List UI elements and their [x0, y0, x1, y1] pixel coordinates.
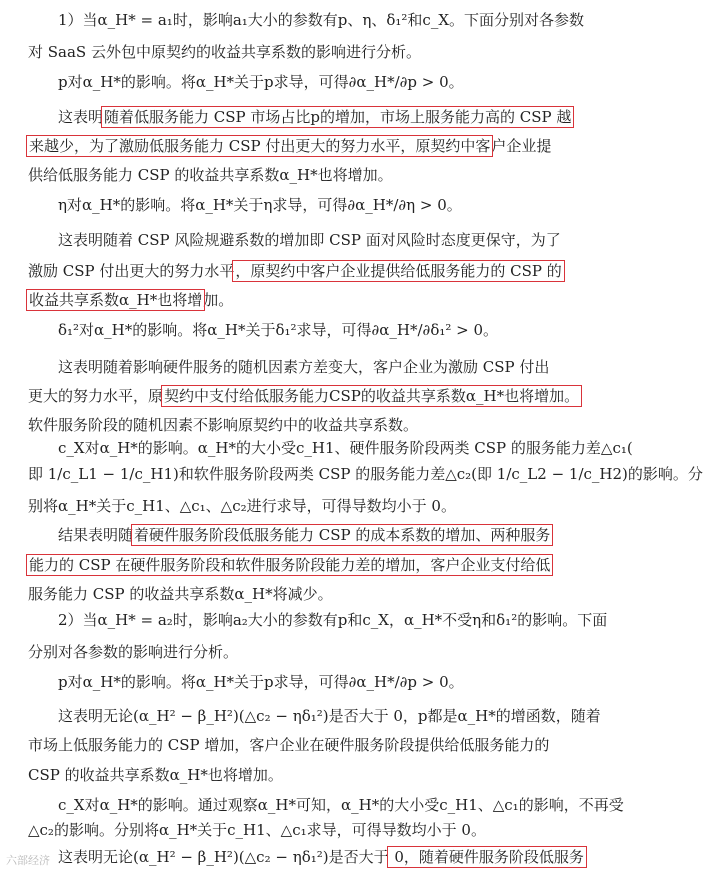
- text-line: 收益共享系数α_H*也将增加。: [29, 291, 234, 309]
- text-line: 对 SaaS 云外包中原契约的收益共享系数的影响进行分析。: [28, 43, 421, 61]
- highlight-box: 契约中支付给低服务能力CSP的收益共享系数α_H*也将增加。: [164, 387, 580, 405]
- text-line: 1）当α_H* = a₁时，影响a₁大小的参数有p、η、δ₁²和c_X。下面分别对各参数: [58, 11, 584, 29]
- highlight-box: 收益共享系数α_H*也将增: [29, 291, 203, 309]
- text-line: 2）当α_H* = a₂时，影响a₂大小的参数有p和c_X，α_H*不受η和δ₁²的影响。下面: [58, 611, 608, 629]
- highlight-box: 能力的 CSP 在硬件服务阶段和软件服务阶段能力差的增加，客户企业支付给低: [29, 556, 551, 574]
- text-line: c_X对α_H*的影响。α_H*的大小受c_H1、硬件服务阶段两类 CSP 的服务能力差△c₁(: [58, 439, 633, 457]
- text-line: 市场上低服务能力的 CSP 增加，客户企业在硬件服务阶段提供给低服务能力的: [28, 736, 550, 754]
- text-line: 结果表明随着硬件服务阶段低服务能力 CSP 的成本系数的增加、两种服务: [58, 526, 551, 544]
- text-line: 别将α_H*关于c_H1、△c₁、△c₂进行求导，可得导数均小于 0。: [28, 497, 456, 515]
- text-line: △c₂的影响。分别将α_H*关于c_H1、△c₁求导，可得导数均小于 0。: [28, 821, 486, 839]
- watermark: 六部经济: [6, 854, 50, 867]
- text-line: 这表明随着影响硬件服务的随机因素方差变大，客户企业为激励 CSP 付出: [58, 358, 550, 376]
- highlight-box: 随着低服务能力 CSP 市场占比p的增加，市场上服务能力高的 CSP 越: [104, 108, 572, 126]
- text-line: p对α_H*的影响。将α_H*关于p求导，可得∂α_H*/∂p > 0。: [58, 673, 464, 691]
- text-line: 这表明无论(α_H² − β_H²)(△c₂ − ηδ₁²)是否大于 0，随着硬件服务阶段低服务: [58, 848, 584, 866]
- text-line: 这表明随着 CSP 风险规避系数的增加即 CSP 面对风险时态度更保守，为了: [58, 231, 561, 249]
- highlight-box: 来越少，为了激励低服务能力 CSP 付出更大的努力水平，原契约中客: [29, 137, 491, 155]
- highlight-box: ，原契约中客户企业提供给低服务能力的 CSP 的: [235, 262, 562, 280]
- highlight-box: 0，随着硬件服务阶段低服务: [389, 848, 584, 866]
- text-line: 即 1/c_L1 − 1/c_H1)和软件服务阶段两类 CSP 的服务能力差△c₂(即 1/c_L2 − 1/c_H2)的影响。分: [28, 465, 703, 483]
- text-line: 更大的努力水平，原契约中支付给低服务能力CSP的收益共享系数α_H*也将增加。: [28, 387, 580, 405]
- text-line: δ₁²对α_H*的影响。将α_H*关于δ₁²求导，可得∂α_H*/∂δ₁² > 0。: [58, 321, 499, 339]
- text-line: 来越少，为了激励低服务能力 CSP 付出更大的努力水平，原契约中客户企业提: [29, 137, 552, 155]
- text-line: 这表明随着低服务能力 CSP 市场占比p的增加，市场上服务能力高的 CSP 越: [58, 108, 572, 126]
- highlight-box: 着硬件服务阶段低服务能力 CSP 的成本系数的增加、两种服务: [134, 526, 551, 544]
- text-line: 供给低服务能力 CSP 的收益共享系数α_H*也将增加。: [28, 166, 393, 184]
- text-line: 激励 CSP 付出更大的努力水平，原契约中客户企业提供给低服务能力的 CSP 的: [28, 262, 562, 280]
- text-line: p对α_H*的影响。将α_H*关于p求导，可得∂α_H*/∂p > 0。: [58, 73, 464, 91]
- text-line: [28, 553, 598, 577]
- text-line: η对α_H*的影响。将α_H*关于η求导，可得∂α_H*/∂η > 0。: [58, 196, 462, 214]
- text-line: 软件服务阶段的随机因素不影响原契约中的收益共享系数。: [28, 416, 419, 434]
- text-line: 分别对各参数的影响进行分析。: [28, 643, 239, 661]
- text-line: CSP 的收益共享系数α_H*也将增加。: [28, 766, 283, 784]
- text-line: 服务能力 CSP 的收益共享系数α_H*将减少。: [28, 585, 333, 603]
- text-line: c_X对α_H*的影响。通过观察α_H*可知，α_H*的大小受c_H1、△c₁的影响，不再受: [58, 796, 624, 814]
- text-line: 这表明无论(α_H² − β_H²)(△c₂ − ηδ₁²)是否大于 0，p都是α_H*的增函数，随着: [58, 707, 601, 725]
